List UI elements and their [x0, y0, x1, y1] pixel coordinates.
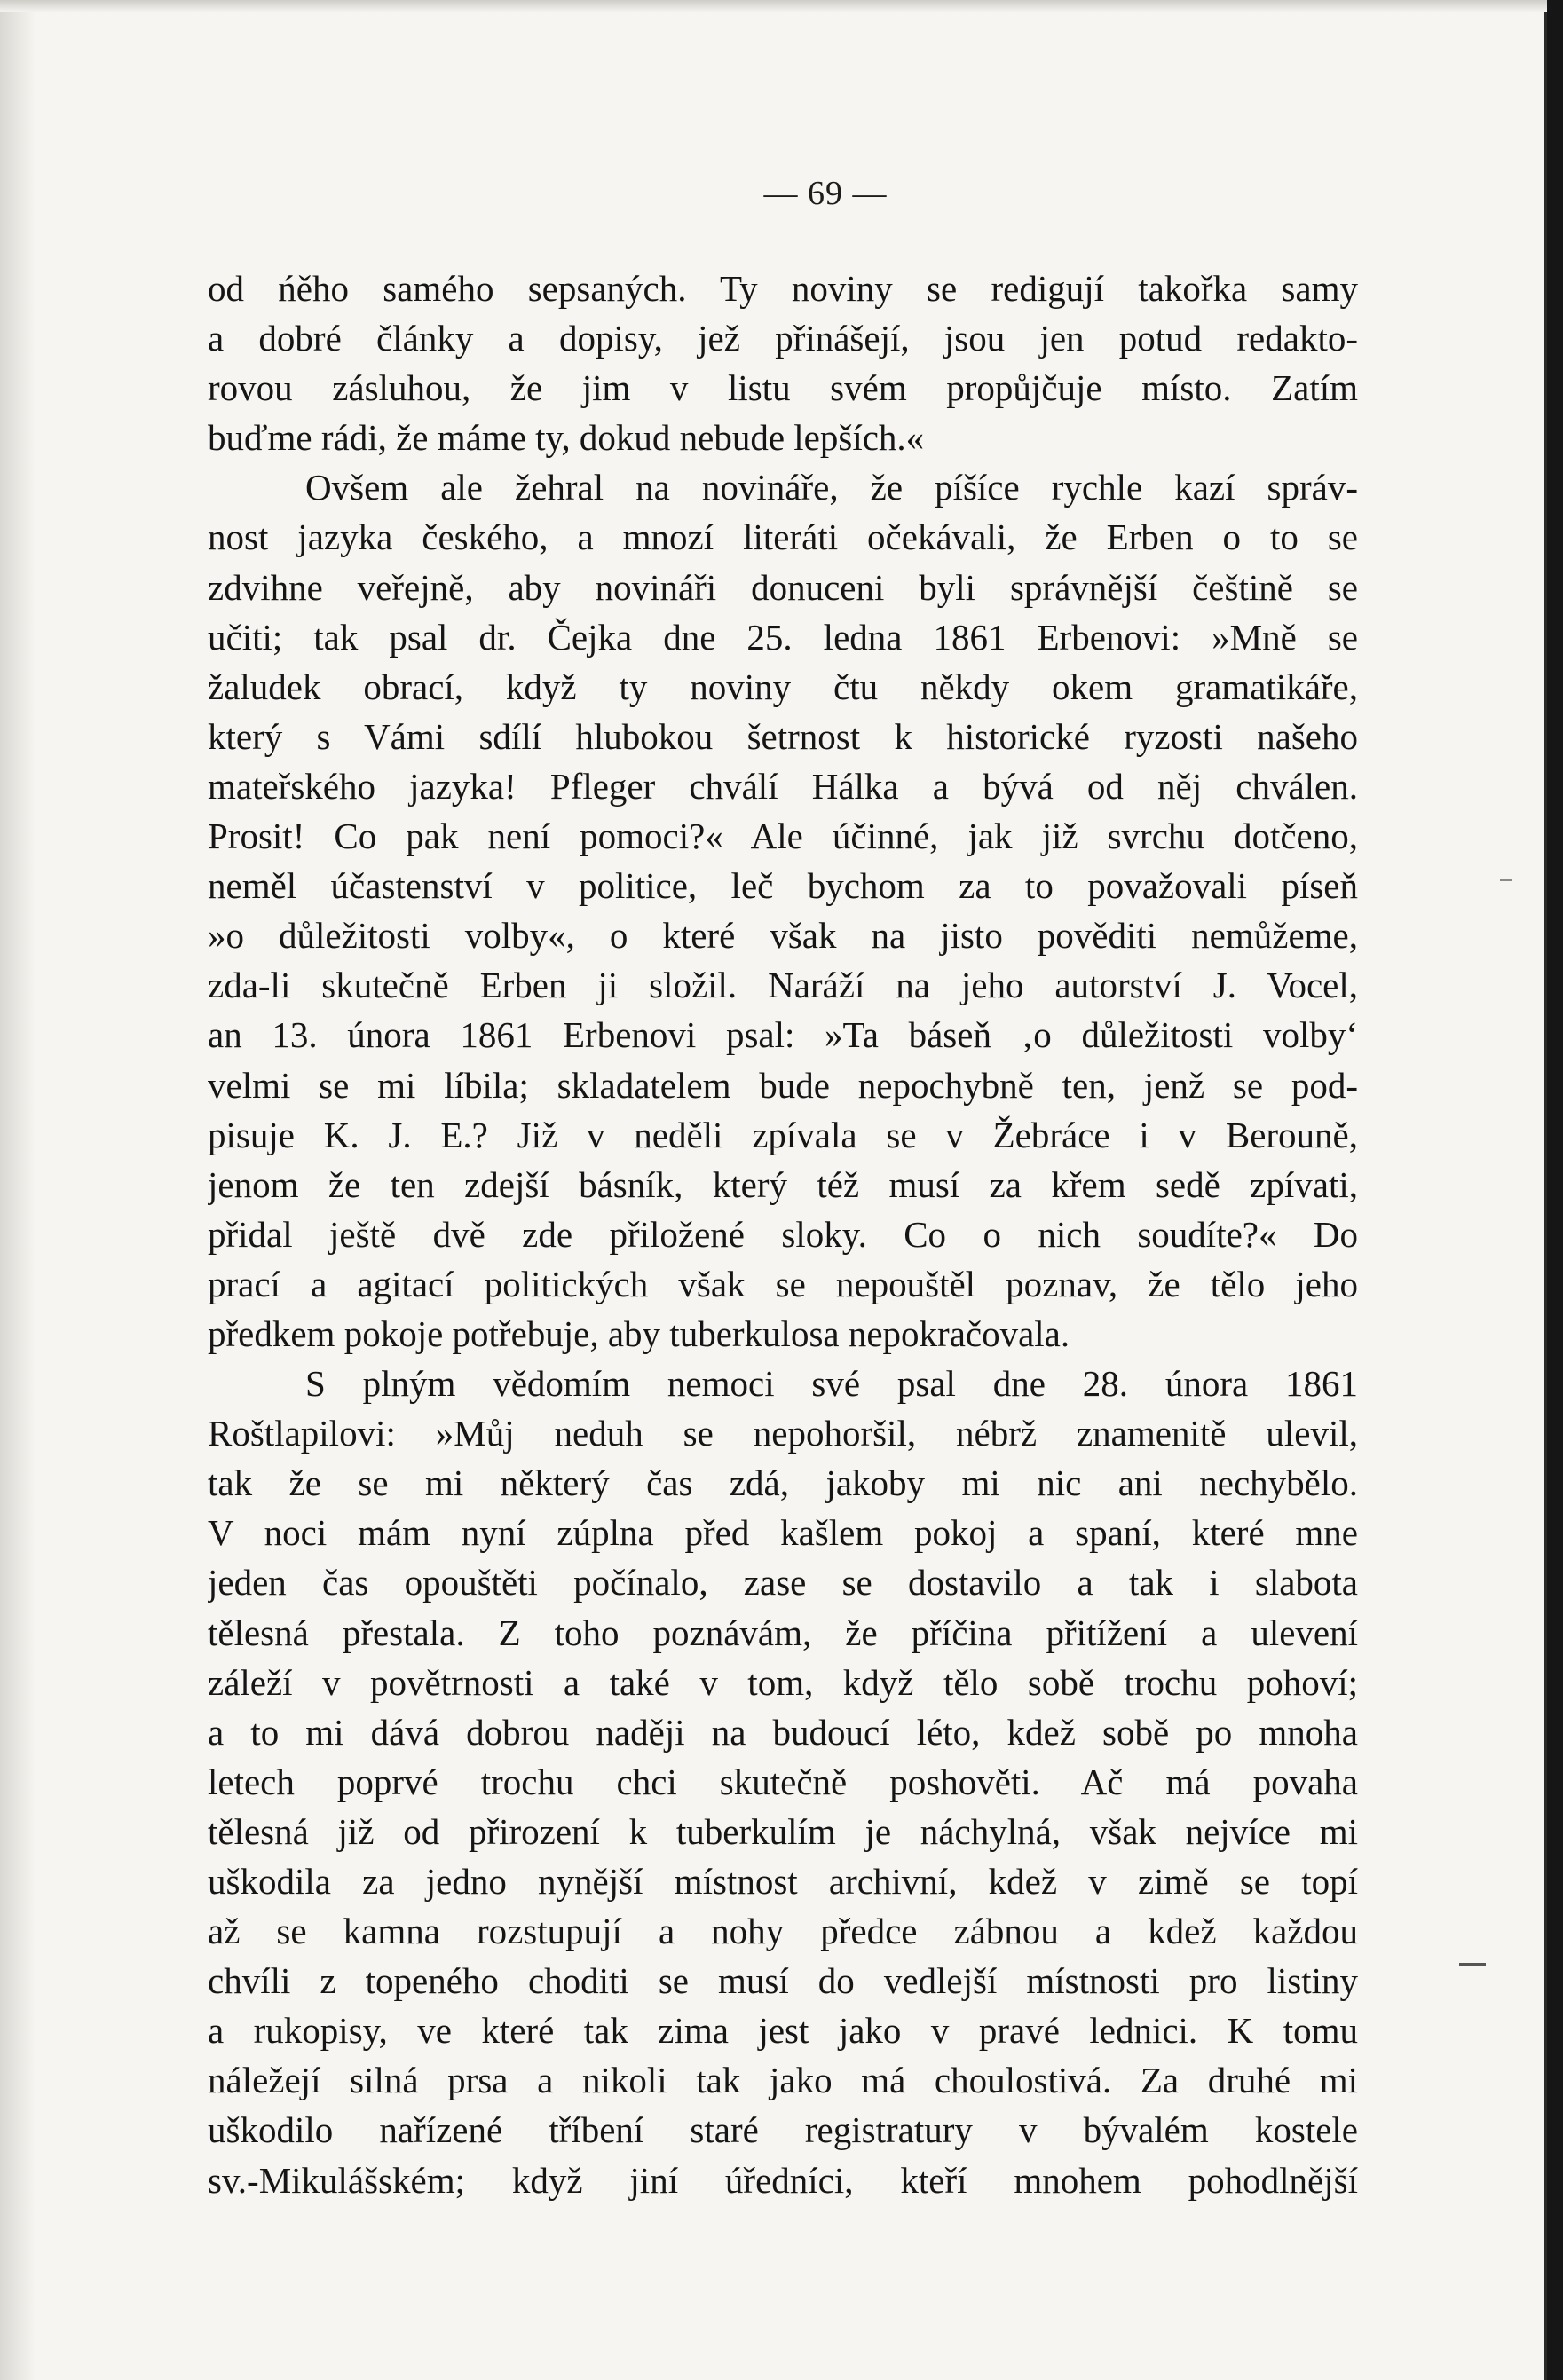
- text-line: »o důležitosti volby«, o které však na jisto pověditi nemůžeme,: [208, 915, 1358, 957]
- text-line: až se kamna rozstupují a nohy předce zábnou a kdež každou: [208, 1911, 1358, 1952]
- text-line: náležejí silná prsa a nikoli tak jako má choulostivá. Za druhé mi: [208, 2060, 1358, 2101]
- text-line: a dobré články a dopisy, jež přinášejí, jsou jen potud redakto-: [208, 318, 1358, 359]
- margin-mark: [1500, 879, 1512, 881]
- text-line: V noci mám nyní zúplna před kašlem pokoj a spaní, které mne: [208, 1512, 1358, 1554]
- text-line: tělesná přestala. Z toho poznávám, že příčina přitížení a ulevení: [208, 1612, 1358, 1653]
- body-text: [208, 264, 1358, 2205]
- text-line: od ńěho samého sepsaných. Ty noviny se redigují takořka samy: [208, 268, 1358, 309]
- page-number: — 69 —: [763, 175, 888, 212]
- text-line: pisuje K. J. E.? Již v neděli zpívala se v Žebráce i v Berouně,: [208, 1114, 1358, 1155]
- text-line: buďme rádi, že máme ty, dokud nebude lepších.«: [208, 417, 925, 459]
- text-line: an 13. února 1861 Erbenovi psal: »Ta báseň ‚o důležitosti volby‘: [208, 1014, 1358, 1056]
- text-line: sv.-Mikulášském; když jiní úředníci, kteří mnohem pohodlnější: [208, 2159, 1358, 2201]
- paragraph-first-line: S plným vědomím nemoci své psal dne 28. února 1861: [305, 1363, 1358, 1405]
- text-line: nost jazyka českého, a mnozí literáti očekávali, že Erben o to se: [208, 516, 1358, 558]
- text-line: jeden čas opouštěti počínalo, zase se dostavilo a tak i slabota: [208, 1562, 1358, 1604]
- margin-mark: [1459, 1963, 1486, 1966]
- text-line: letech poprvé trochu chci skutečně poshověti. Ač má povaha: [208, 1761, 1358, 1802]
- text-line: a rukopisy, ve které tak zima jest jako v pravé lednici. K tomu: [208, 2010, 1358, 2052]
- text-line: který s Vámi sdílí hlubokou šetrnost k historické ryzosti našeho: [208, 715, 1358, 757]
- text-line: neměl účastenství v politice, leč bychom za to považovali píseň: [208, 865, 1358, 907]
- text-line: přidal ještě dvě zde přiložené sloky. Co o nich soudíte?« Do: [208, 1213, 1358, 1255]
- text-line: velmi se mi líbila; skladatelem bude nepochybně ten, jenž se pod-: [208, 1064, 1358, 1106]
- paragraph-first-line: Ovšem ale žehral na novináře, že píšíce rychle kazí správ-: [305, 467, 1358, 508]
- text-line: tělesná již od přirození k tuberkulím je náchylná, však nejvíce mi: [208, 1810, 1358, 1852]
- text-line: uškodila za jedno nynější místnost archivní, kdež v zimě se topí: [208, 1861, 1358, 1902]
- text-line: prací a agitací politických však se nepouštěl poznav, že tělo jeho: [208, 1263, 1358, 1304]
- text-line: chvíli z topeného choditi se musí do vedlejší místnosti pro listiny: [208, 1960, 1358, 2002]
- text-line: zda-li skutečně Erben ji složil. Naráží na jeho autorství J. Vocel,: [208, 965, 1358, 1006]
- text-line: záleží v povětrnosti a také v tom, když tělo sobě trochu pohoví;: [208, 1661, 1358, 1703]
- binding-shadow: [0, 0, 36, 2380]
- text-line: předkem pokoje potřebuje, aby tuberkulosa nepokračovala.: [208, 1312, 1070, 1354]
- text-line: tak že se mi některý čas zdá, jakoby mi nic ani nechybělo.: [208, 1462, 1358, 1504]
- text-line: mateřského jazyka! Pfleger chválí Hálka a bývá od něj chválen.: [208, 765, 1358, 807]
- text-line: Roštlapilovi: »Můj neduh se nepohoršil, nébrž znamenitě ulevil,: [208, 1413, 1358, 1454]
- text-line: jenom že ten zdejší básník, který též musí za křem sedě zpívati,: [208, 1163, 1358, 1205]
- text-line: učiti; tak psal dr. Čejka dne 25. ledna 1861 Erbenovi: »Mně se: [208, 616, 1358, 658]
- text-line: uškodilo nařízené tříbení staré registratury v bývalém kostele: [208, 2109, 1358, 2151]
- text-line: rovou zásluhou, že jim v listu svém propůjčuje místo. Zatím: [208, 367, 1358, 409]
- text-line: zdvihne veřejně, aby novináři donuceni byli správnější češtině se: [208, 566, 1358, 608]
- text-line: žaludek obrací, když ty noviny čtu někdy okem gramatikáře,: [208, 666, 1358, 707]
- top-edge-shadow: [0, 0, 1547, 12]
- text-line: a to mi dává dobrou naději na budoucí léto, kdež sobě po mnoha: [208, 1711, 1358, 1753]
- text-line: Prosit! Co pak není pomoci?« Ale účinné, jak již svrchu dotčeno,: [208, 816, 1358, 857]
